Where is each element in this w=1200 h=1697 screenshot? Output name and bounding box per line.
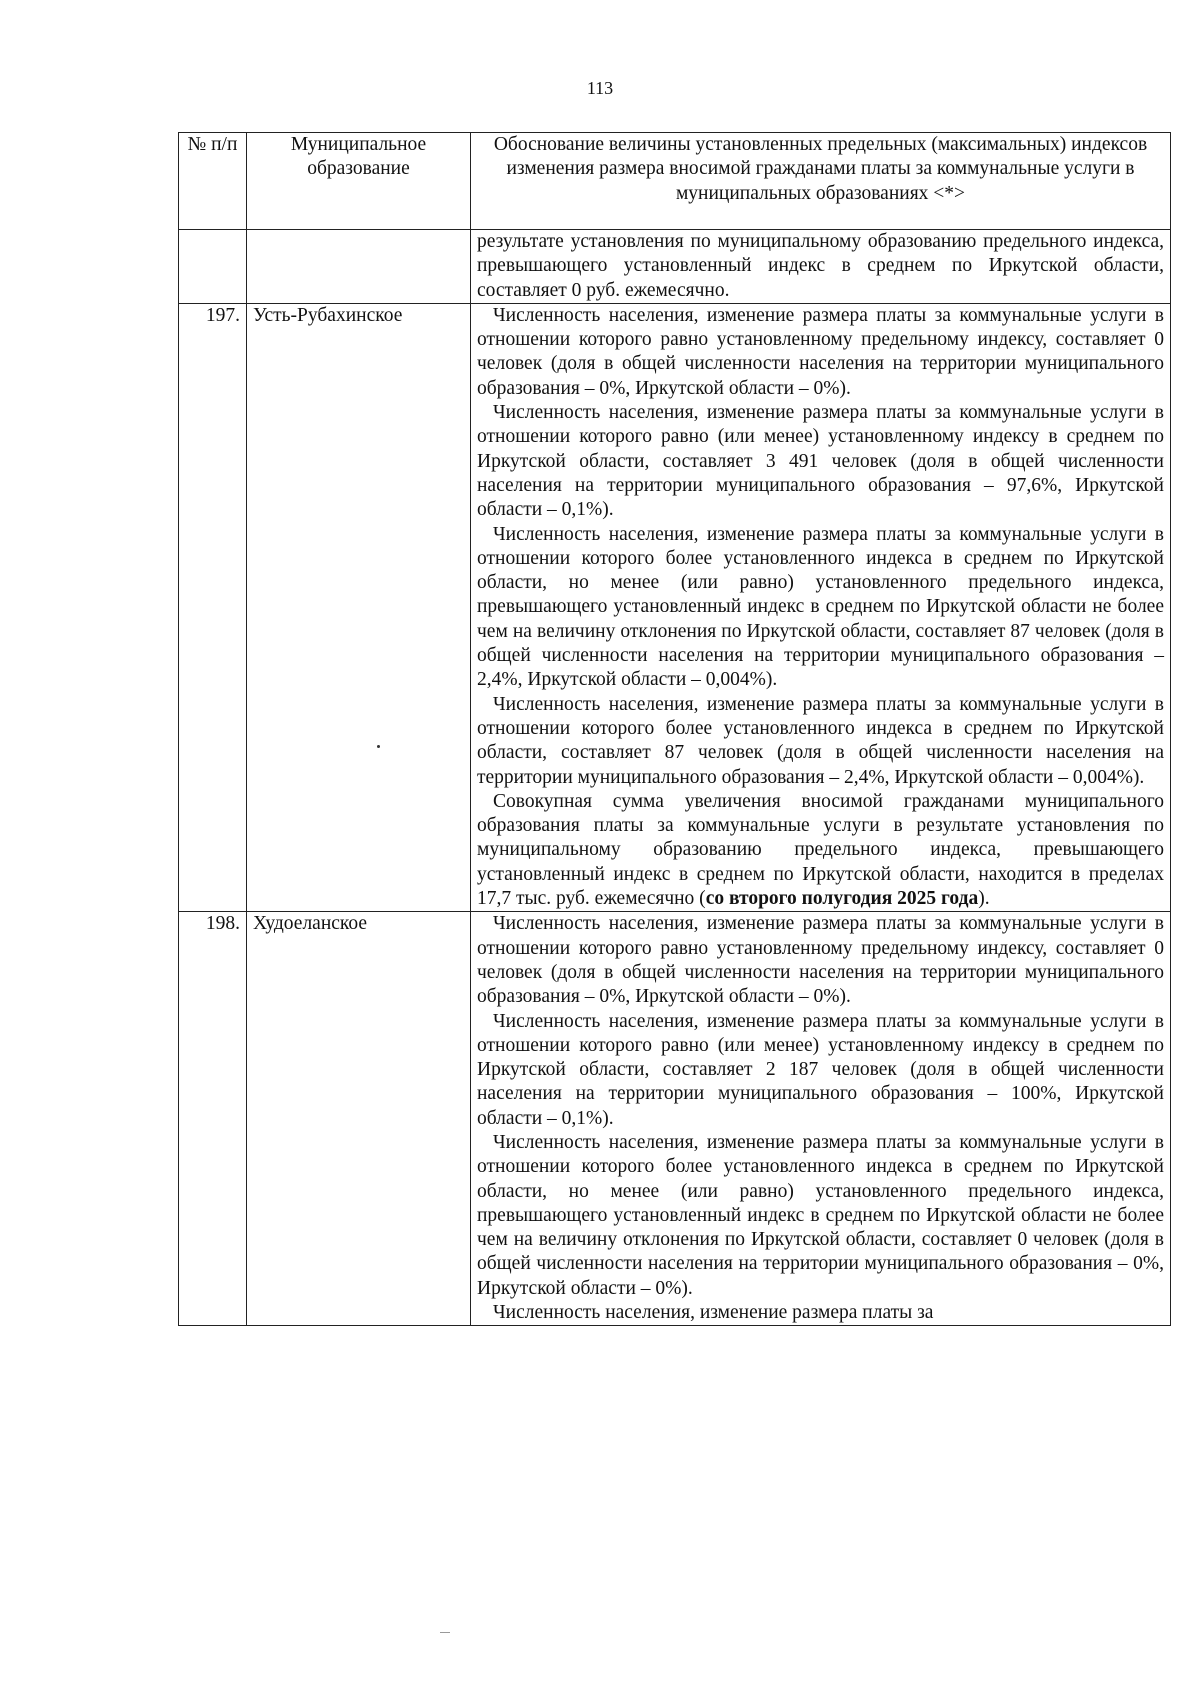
table-row-continuation <box>179 230 1171 304</box>
row-justification <box>471 912 1171 1326</box>
header-justification: Обоснование величины установленных предельных (максимальных) индексов изменения размера вносимой гражданами платы за коммунальные услуги в муниципальных образованиях <*> <box>471 133 1171 230</box>
table-row-197 <box>179 303 1171 911</box>
row-municipality: Худоеланское <box>247 912 471 1326</box>
row-municipality: Усть-Рубахинское <box>247 303 471 911</box>
paragraph: Численность населения, изменение размера платы за коммунальные услуги в отношении которого более установленного индекса в среднем по Иркутской области, составляет 87 человек (доля в общей численности населения на территории муниципального образования – 2,4%, Иркутской области – 0,004%). <box>477 693 1164 788</box>
header-number: № п/п <box>179 133 247 230</box>
paragraph: Численность населения, изменение размера платы за коммунальные услуги в отношении которого равно (или менее) установленному индексу в среднем по Иркутской области, составляет 3 491 человек (доля в общей численности населения на территории муниципального образования – 97,6%, Иркутской области – 0,1%). <box>477 402 1164 521</box>
row-justification <box>471 303 1171 911</box>
header-municipality: Муниципальное образование <box>247 133 471 230</box>
row-number: 197. <box>179 303 247 911</box>
paragraph: Численность населения, изменение размера платы за коммунальные услуги в отношении которого равно (или менее) установленному индексу в среднем по Иркутской области, составляет 2 187 человек (доля в общей численности населения на территории муниципального образования – 100%, Иркутской области – 0,1%). <box>477 1010 1164 1129</box>
paragraph: Численность населения, изменение размера платы за коммунальные услуги в отношении которого равно установленному предельному индексу, составляет 0 человек (доля в общей численности населения на территории муниципального образования – 0%, Иркутской области – 0%). <box>477 304 1164 399</box>
paragraph: Численность населения, изменение размера платы за коммунальные услуги в отношении которого более установленного индекса в среднем по Иркутской области, но менее (или равно) установленного предельного индекса, превышающего установленный индекс в среднем по Иркутской области не более чем на величину отклонения по Иркутской области, составляет 87 человек (доля в общей численности населения на территории муниципального образования – 2,4%, Иркутской области – 0,004%). <box>477 523 1164 691</box>
paragraph: Численность населения, изменение размера платы за коммунальные услуги в отношении которого более установленного индекса в среднем по Иркутской области, но менее (или равно) установленного предельного индекса, превышающего установленный индекс в среднем по Иркутской области не более чем на величину отклонения по Иркутской области, составляет 0 человек (доля в общей численности населения на территории муниципального образования – 0%, Иркутской области – 0%). <box>477 1131 1164 1299</box>
municipal-index-table <box>178 132 1171 1326</box>
scan-mark <box>440 1632 450 1633</box>
total-sum-end: ). <box>978 888 990 910</box>
total-sum-text: Совокупная сумма увеличения вносимой гражданами муниципального образования платы за коммунальные услуги в результате установления по муниципальному образованию предельного индекса, превышающего установленный индекс в среднем по Иркутской области, находится в пределах 17,7 тыс. руб. ежемесячно ( <box>477 790 1164 910</box>
paragraph: Численность населения, изменение размера платы за коммунальные услуги в отношении которого равно установленному предельному индексу, составляет 0 человек (доля в общей численности населения на территории муниципального образования – 0%, Иркутской области – 0%). <box>477 913 1164 1008</box>
page-number: 113 <box>586 78 614 98</box>
table-header-row <box>179 133 1171 230</box>
table-row-198 <box>179 912 1171 1326</box>
row-justification <box>471 230 1171 304</box>
scan-speck <box>377 745 380 748</box>
row-municipality <box>247 230 471 304</box>
paragraph: Численность населения, изменение размера платы за <box>493 1302 934 1324</box>
total-sum-period: со второго полугодия 2025 года <box>705 888 979 910</box>
row-number: 198. <box>179 912 247 1326</box>
row-number <box>179 230 247 304</box>
paragraph: результате установления по муниципальному образованию предельного индекса, превышающего установленный индекс в среднем по Иркутской области, составляет 0 руб. ежемесячно. <box>477 231 1164 301</box>
paragraph-total-sum <box>477 790 1164 911</box>
